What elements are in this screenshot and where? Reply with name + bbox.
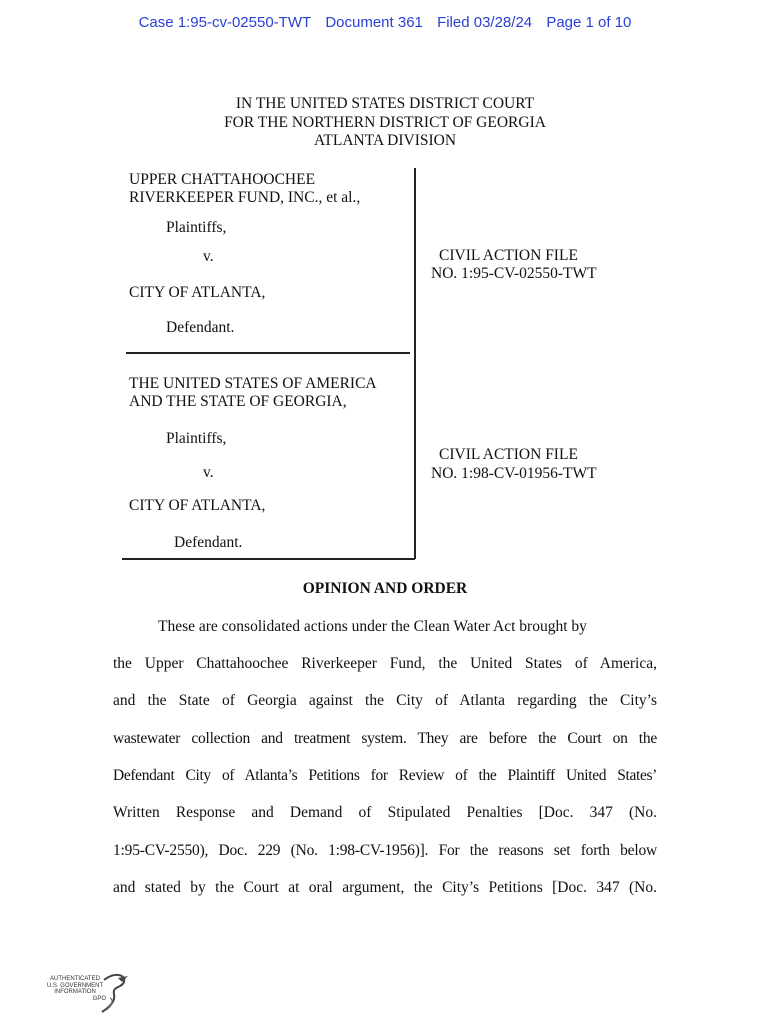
caption2-plaintiffs-label: Plaintiffs, [166,430,227,447]
caption1-defendant: CITY OF ATLANTA, [129,284,266,301]
body-line-6: Written Response and Demand of Stipulated Penalties [Doc. 347 (No. [113,804,657,821]
body-line-2: the Upper Chattahoochee Riverkeeper Fund, the United States of America, [113,655,657,672]
body-line-7: 1:95-CV-2550), Doc. 229 (No. 1:98-CV-1956)]. For the reasons set forth below [113,842,657,859]
body-line-8: and stated by the Court at oral argument, the City’s Petitions [Doc. 347 (No. [113,879,657,896]
court-heading [0,95,770,151]
body-line-5: Defendant City of Atlanta’s Petitions for Review of the Plaintiff United States’ [113,767,657,784]
page-indicator: Page 1 of 10 [546,14,632,31]
document-number: Document 361 [325,14,423,31]
body-line-1: These are consolidated actions under the Clean Water Act brought by [158,618,587,635]
caption1-versus: v. [203,248,214,265]
caption2-defendant: CITY OF ATLANTA, [129,497,266,514]
caption1-plaintiff-line-2: RIVERKEEPER FUND, INC., et al., [129,189,361,206]
caption-vertical-rule [414,168,416,559]
caption1-plaintiff-line-1: UPPER CHATTAHOOCHEE [129,171,316,188]
caption2-plaintiff-line-1: THE UNITED STATES OF AMERICA [129,375,377,392]
filed-date: Filed 03/28/24 [437,14,533,31]
caption2-defendant-label: Defendant. [174,534,243,551]
body-line-4: wastewater collection and treatment system. They are before the Court on the [113,730,657,747]
eagle-icon [100,970,130,1016]
caption1-defendant-label: Defendant. [166,319,235,336]
caption2-versus: v. [203,464,214,481]
caption1-plaintiffs-label: Plaintiffs, [166,219,227,236]
gpo-authenticated-logo [44,970,134,1016]
caption2-file-line-1: CIVIL ACTION FILE [439,446,578,463]
caption1-file-line-2: NO. 1:95-CV-02550-TWT [431,265,597,282]
body-line-3: and the State of Georgia against the City of Atlanta regarding the City’s [113,692,657,709]
court-line-2: FOR THE NORTHERN DISTRICT OF GEORGIA [224,113,546,131]
filing-stamp [0,14,770,31]
caption2-file-line-2: NO. 1:98-CV-01956-TWT [431,465,597,482]
caption2-plaintiff-line-2: AND THE STATE OF GEORGIA, [129,393,347,410]
document-title: OPINION AND ORDER [302,580,468,597]
caption-divider [126,352,410,354]
court-line-1: IN THE UNITED STATES DISTRICT COURT [235,95,535,112]
caption-bottom-rule [122,558,415,560]
court-line-3: ATLANTA DIVISION [313,132,457,149]
gpo-logo-text: AUTHENTICATED U.S. GOVERNMENT INFORMATION GPO [46,976,106,1002]
caption1-file-line-1: CIVIL ACTION FILE [439,247,578,264]
case-number: Case 1:95-cv-02550-TWT [138,14,312,31]
